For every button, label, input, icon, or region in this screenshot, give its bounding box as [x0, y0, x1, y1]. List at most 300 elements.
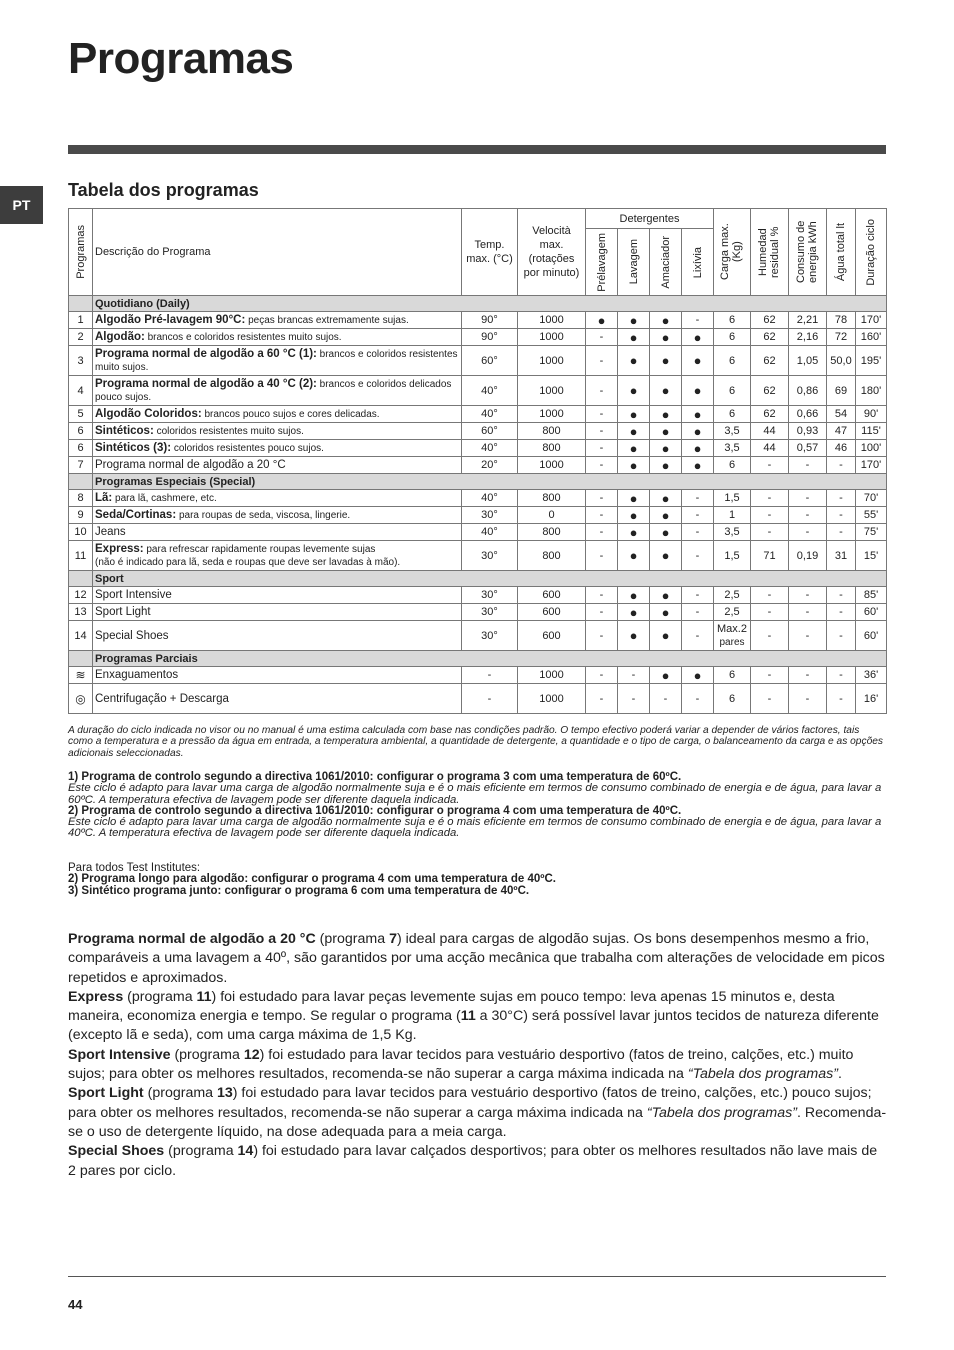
- group-title: Programas Parciais: [93, 651, 887, 667]
- cell-softener: ●: [650, 346, 682, 376]
- cell-bleach: ●: [682, 346, 714, 376]
- cell-water: -: [827, 684, 856, 714]
- paragraph-20c: Programa normal de algodão a 20 °C (programa 7) ideal para cargas de algodão sujas. Os bons desempenhos mesmo a frio, comparáveis a uma lavagem a 40º, são garantidos por uma acção mecânica que trabalha com alterações de velocidade em picos repetidos e aproximados.: [68, 931, 885, 986]
- cell-humidity: 44: [751, 423, 789, 440]
- program-number: 8: [69, 490, 93, 507]
- program-detail: brancos e coloridos resistentes muito sujos.: [144, 331, 342, 343]
- cell-prewash: -: [586, 440, 618, 457]
- table-row: [69, 587, 887, 604]
- cell-prewash: -: [586, 423, 618, 440]
- footnote-1-text: Este ciclo é adapto para lavar uma carga de algodão normalmente suja e é o mais eficiente em termos de consumo combinado de energia e de água, para lavar a 60ºC. A temperatura efectiva de lavagem pode ser diferente daquela indicada.: [68, 782, 882, 806]
- header-carga: Carga max. (Kg): [719, 223, 743, 281]
- cell-softener: -: [650, 684, 682, 714]
- paragraph-express: Express (programa 11) foi estudado para lavar peças levemente sujas em pouco tempo: leva apenas 15 minutos e, desta maneira, economiza energia e tempo. Se regular o programa (11 a 30°C) será possível lavar juntos tecidos de natureza diferente (excepto lã e seda), com uma carga máxima de 1,5 Kg.: [68, 988, 879, 1044]
- load-value: Max.2: [717, 622, 747, 635]
- program-number: 10: [69, 524, 93, 541]
- cell-duration: 90': [856, 406, 887, 423]
- cell-speed: 1000: [518, 346, 586, 376]
- cell-water: -: [827, 507, 856, 524]
- cell-bleach: -: [682, 604, 714, 621]
- cell-softener: ●: [650, 376, 682, 406]
- cell-humidity: -: [751, 507, 789, 524]
- cell-energy: 0,66: [789, 406, 827, 423]
- cell-energy: 1,05: [789, 346, 827, 376]
- table-row: [69, 406, 887, 423]
- program-number: 3: [69, 346, 93, 376]
- cell-water: -: [827, 490, 856, 507]
- section-title: Tabela dos programas: [68, 180, 259, 200]
- cell-speed: 1000: [518, 406, 586, 423]
- cell-load: 6: [714, 667, 751, 684]
- cell-speed: 800: [518, 524, 586, 541]
- table-row: [69, 423, 887, 440]
- cell-duration: 170': [856, 457, 887, 474]
- cell-wash: ●: [618, 346, 650, 376]
- program-detail: Enxaguamentos: [95, 669, 179, 681]
- group-empty-cell: [69, 571, 93, 587]
- header-lavagem: Lavagem: [627, 239, 640, 285]
- cell-load: 6: [714, 376, 751, 406]
- cell-softener: ●: [650, 329, 682, 346]
- cell-wash: ●: [618, 541, 650, 571]
- cell-temp: 90°: [462, 329, 518, 346]
- cell-load: 6: [714, 329, 751, 346]
- header-consumo: Consumo de energia kWh: [794, 220, 819, 284]
- cell-prewash: -: [586, 604, 618, 621]
- program-description: [93, 684, 462, 714]
- cell-duration: 85': [856, 587, 887, 604]
- cell-bleach: -: [682, 541, 714, 571]
- cell-water: 46: [827, 440, 856, 457]
- language-tab: PT: [0, 186, 43, 224]
- header-amaciador: Amaciador: [659, 235, 672, 289]
- test-title: Para todos Test Institutes:: [68, 862, 201, 874]
- cell-energy: -: [789, 457, 827, 474]
- cell-bleach: -: [682, 684, 714, 714]
- program-number: 6: [69, 423, 93, 440]
- cell-humidity: 62: [751, 376, 789, 406]
- cell-energy: -: [789, 667, 827, 684]
- cell-duration: 70': [856, 490, 887, 507]
- cell-load: 3,5: [714, 423, 751, 440]
- cell-temp: 30°: [462, 621, 518, 651]
- program-number: 1: [69, 312, 93, 329]
- cell-duration: 15': [856, 541, 887, 571]
- program-number: [69, 684, 93, 714]
- cell-energy: -: [789, 684, 827, 714]
- cell-humidity: -: [751, 524, 789, 541]
- cell-bleach: -: [682, 621, 714, 651]
- table-row: [69, 312, 887, 329]
- cell-load: 6: [714, 457, 751, 474]
- cell-duration: 100': [856, 440, 887, 457]
- program-name: Algodão Pré-lavagem 90°C:: [95, 313, 246, 326]
- program-number: [69, 667, 93, 684]
- cell-speed: 0: [518, 507, 586, 524]
- cell-temp: 30°: [462, 507, 518, 524]
- cell-temp: 60°: [462, 346, 518, 376]
- programs-table: [68, 208, 887, 714]
- cell-load: 6: [714, 684, 751, 714]
- group-empty-cell: [69, 651, 93, 667]
- cell-wash: ●: [618, 376, 650, 406]
- program-detail: coloridos resistentes muito sujos.: [153, 425, 304, 437]
- header-lixivia: Lixívia: [691, 246, 704, 278]
- table-row: [69, 376, 887, 406]
- cell-bleach: ●: [682, 406, 714, 423]
- cell-speed: 1000: [518, 457, 586, 474]
- cell-humidity: -: [751, 490, 789, 507]
- group-empty-cell: [69, 296, 93, 312]
- cell-wash: ●: [618, 587, 650, 604]
- cell-prewash: ●: [586, 312, 618, 329]
- group-row: [69, 296, 887, 312]
- cell-bleach: ●: [682, 440, 714, 457]
- cell-prewash: -: [586, 621, 618, 651]
- cell-softener: ●: [650, 490, 682, 507]
- cell-speed: 600: [518, 621, 586, 651]
- program-description: [93, 329, 462, 346]
- cell-temp: -: [462, 667, 518, 684]
- program-description: [93, 423, 462, 440]
- cell-wash: ●: [618, 312, 650, 329]
- header-programas: Programas: [74, 225, 87, 279]
- header-humedad: Humedad residual %: [756, 226, 781, 278]
- program-description: [93, 524, 462, 541]
- cell-duration: 36': [856, 667, 887, 684]
- header-detergentes: Detergentes: [586, 209, 714, 229]
- cell-temp: 60°: [462, 423, 518, 440]
- cell-humidity: 44: [751, 440, 789, 457]
- cell-humidity: -: [751, 684, 789, 714]
- program-detail: Programa normal de algodão a 20 °C: [95, 459, 286, 471]
- header-temp: Temp. max. (°C): [462, 209, 518, 296]
- cell-energy: 2,16: [789, 329, 827, 346]
- cell-prewash: -: [586, 457, 618, 474]
- cell-temp: 40°: [462, 406, 518, 423]
- program-name: Sintéticos:: [95, 424, 154, 437]
- program-description: [93, 667, 462, 684]
- cell-speed: 800: [518, 541, 586, 571]
- cell-bleach: ●: [682, 376, 714, 406]
- cell-duration: 180': [856, 376, 887, 406]
- group-empty-cell: [69, 474, 93, 490]
- cell-load: 6: [714, 346, 751, 376]
- program-name: Seda/Cortinas:: [95, 508, 177, 521]
- table-body: [69, 296, 887, 714]
- cell-energy: 2,21: [789, 312, 827, 329]
- cell-softener: ●: [650, 524, 682, 541]
- cell-water: -: [827, 604, 856, 621]
- cell-temp: 30°: [462, 541, 518, 571]
- cell-prewash: -: [586, 329, 618, 346]
- cell-prewash: -: [586, 490, 618, 507]
- cell-water: -: [827, 621, 856, 651]
- program-name: Lã:: [95, 491, 113, 504]
- cell-prewash: -: [586, 346, 618, 376]
- paragraph-sport-intensive: Sport Intensive (programa 12) foi estudado para lavar tecidos para vestuário desportivo (fatos de treino, calções, etc.) muito sujos; para obter os melhores resultados, recomenda-se não superar a carga máxima indicada na “Tabela dos programas”.: [68, 1046, 854, 1083]
- table-row: [69, 329, 887, 346]
- cell-prewash: -: [586, 667, 618, 684]
- header-agua: Água total lt: [835, 222, 847, 282]
- cell-bleach: ●: [682, 423, 714, 440]
- cell-bleach: ●: [682, 667, 714, 684]
- footnote-1-title: 1) Programa de controlo segundo a directiva 1061/2010: configurar o programa 3 com uma temperatura de 60ºC.: [68, 771, 682, 783]
- cell-wash: ●: [618, 621, 650, 651]
- program-detail: para refrescar rapidamente roupas levemente sujas: [143, 543, 376, 555]
- program-number: 12: [69, 587, 93, 604]
- group-title: Programas Especiais (Special): [93, 474, 887, 490]
- cell-duration: 60': [856, 621, 887, 651]
- cell-duration: 160': [856, 329, 887, 346]
- cell-humidity: 62: [751, 329, 789, 346]
- cell-softener: ●: [650, 587, 682, 604]
- top-rule: [68, 145, 886, 154]
- program-number: 13: [69, 604, 93, 621]
- cell-water: -: [827, 667, 856, 684]
- cell-softener: ●: [650, 621, 682, 651]
- cell-energy: 0,57: [789, 440, 827, 457]
- program-detail: brancos e coloridos delicados pouco sujos.: [95, 378, 452, 403]
- program-name: Algodão Coloridos:: [95, 407, 202, 420]
- cell-energy: 0,86: [789, 376, 827, 406]
- spin-icon: ◎: [75, 691, 86, 706]
- cell-wash: ●: [618, 440, 650, 457]
- load-unit: pares: [719, 636, 745, 648]
- cell-wash: ●: [618, 490, 650, 507]
- program-detail: Special Shoes: [95, 629, 169, 642]
- cell-load: 1: [714, 507, 751, 524]
- test-institutes: [68, 863, 886, 897]
- program-detail: Sport Intensive: [95, 589, 172, 601]
- cell-humidity: 71: [751, 541, 789, 571]
- cell-bleach: ●: [682, 329, 714, 346]
- cell-prewash: -: [586, 507, 618, 524]
- cell-water: 31: [827, 541, 856, 571]
- cell-bleach: -: [682, 524, 714, 541]
- cell-speed: 1000: [518, 667, 586, 684]
- cell-prewash: -: [586, 587, 618, 604]
- cell-softener: ●: [650, 541, 682, 571]
- program-number: 11: [69, 541, 93, 571]
- program-name: Programa normal de algodão a 60 °C (1):: [95, 347, 317, 360]
- header-prelavagem: Prélavagem: [595, 232, 608, 292]
- cell-bleach: -: [682, 507, 714, 524]
- footnote-2-text: Este ciclo é adapto para lavar uma carga de algodão normalmente suja e é o mais eficiente em termos de consumo combinado de energia e de água, para lavar a 40ºC. A temperatura efectiva de lavagem pode ser diferente daquela indicada.: [68, 816, 882, 840]
- program-detail: para roupas de seda, viscosa, lingerie.: [176, 509, 351, 521]
- program-number: 14: [69, 621, 93, 651]
- group-row: [69, 651, 887, 667]
- program-descriptions: [68, 930, 888, 1181]
- cell-water: -: [827, 524, 856, 541]
- program-description: [93, 440, 462, 457]
- program-description: [93, 604, 462, 621]
- table-row: [69, 490, 887, 507]
- cell-water: 72: [827, 329, 856, 346]
- cell-softener: ●: [650, 406, 682, 423]
- program-description: [93, 457, 462, 474]
- program-number: 7: [69, 457, 93, 474]
- program-name: Sintéticos (3):: [95, 441, 172, 454]
- cell-temp: 20°: [462, 457, 518, 474]
- cell-bleach: -: [682, 587, 714, 604]
- program-name: Programa normal de algodão a 40 °C (2):: [95, 377, 317, 390]
- group-row: [69, 474, 887, 490]
- program-description: [93, 507, 462, 524]
- cell-duration: 170': [856, 312, 887, 329]
- cell-softener: ●: [650, 604, 682, 621]
- cell-load: 1,5: [714, 490, 751, 507]
- group-title: Sport: [93, 571, 887, 587]
- cell-duration: 55': [856, 507, 887, 524]
- cell-speed: 800: [518, 440, 586, 457]
- cell-speed: 1000: [518, 684, 586, 714]
- cell-temp: 90°: [462, 312, 518, 329]
- cell-softener: ●: [650, 667, 682, 684]
- program-detail: Sport Light: [95, 606, 151, 618]
- program-description: [93, 621, 462, 651]
- cell-temp: 40°: [462, 490, 518, 507]
- table-row: [69, 667, 887, 684]
- cell-energy: -: [789, 587, 827, 604]
- cell-load: 6: [714, 406, 751, 423]
- cell-softener: ●: [650, 423, 682, 440]
- cell-softener: ●: [650, 457, 682, 474]
- cell-speed: 1000: [518, 312, 586, 329]
- page-number: 44: [68, 1297, 83, 1312]
- cell-softener: ●: [650, 440, 682, 457]
- group-row: [69, 571, 887, 587]
- rinse-icon: ≋: [75, 668, 86, 682]
- program-detail: brancos e coloridos resistentes muito sujos.: [95, 348, 458, 373]
- cell-wash: ●: [618, 423, 650, 440]
- cell-load: 2,5: [714, 604, 751, 621]
- cell-speed: 1000: [518, 329, 586, 346]
- footnotes: [68, 772, 886, 840]
- program-name: Express:: [95, 542, 144, 555]
- cell-humidity: -: [751, 604, 789, 621]
- table-row: [69, 457, 887, 474]
- header-descricao: Descrição do Programa: [93, 209, 462, 296]
- cell-energy: 0,19: [789, 541, 827, 571]
- cell-wash: ●: [618, 524, 650, 541]
- program-number: 9: [69, 507, 93, 524]
- paragraph-sport-light: Sport Light (programa 13) foi estudado para lavar tecidos para vestuário desportivo (fatos de treino, calções, etc.) pouco sujos; para obter os melhores resultados, recomenda-se não superar a carga máxima indicada na “Tabela dos programas”. Recomenda-se o uso de detergente líquido, na dose adequada para a meia carga.: [68, 1085, 887, 1140]
- cell-humidity: -: [751, 457, 789, 474]
- cell-water: -: [827, 457, 856, 474]
- program-number: 5: [69, 406, 93, 423]
- cell-wash: -: [618, 667, 650, 684]
- table-row: [69, 507, 887, 524]
- cell-speed: 800: [518, 490, 586, 507]
- cell-temp: 40°: [462, 524, 518, 541]
- cell-prewash: -: [586, 406, 618, 423]
- test-note-1: 2) Programa longo para algodão: configurar o programa 4 com uma temperatura de 40ºC.: [68, 873, 556, 886]
- cell-water: 47: [827, 423, 856, 440]
- program-description: [93, 346, 462, 376]
- program-description: [93, 376, 462, 406]
- cell-wash: ●: [618, 604, 650, 621]
- cell-energy: -: [789, 507, 827, 524]
- cell-duration: 75': [856, 524, 887, 541]
- cell-wash: ●: [618, 507, 650, 524]
- cell-speed: 600: [518, 587, 586, 604]
- program-detail: peças brancas extremamente sujas.: [245, 314, 409, 326]
- program-detail: brancos pouco sujos e cores delicadas.: [201, 408, 380, 420]
- cell-temp: 40°: [462, 440, 518, 457]
- cell-load: 3,5: [714, 440, 751, 457]
- cell-temp: 30°: [462, 604, 518, 621]
- cell-speed: 800: [518, 423, 586, 440]
- cell-duration: 16': [856, 684, 887, 714]
- cell-humidity: 62: [751, 346, 789, 376]
- table-row: [69, 541, 887, 571]
- cell-bleach: ●: [682, 457, 714, 474]
- table-row: [69, 524, 887, 541]
- header-duracao: Duração ciclo: [865, 218, 877, 286]
- cell-humidity: -: [751, 667, 789, 684]
- program-description: [93, 587, 462, 604]
- cell-speed: 1000: [518, 376, 586, 406]
- cell-prewash: -: [586, 684, 618, 714]
- cell-bleach: -: [682, 490, 714, 507]
- cell-water: -: [827, 587, 856, 604]
- cell-bleach: -: [682, 312, 714, 329]
- footnote-2-title: 2) Programa de controlo segundo a directiva 1061/2010: configurar o programa 4 com uma temperatura de 40ºC.: [68, 804, 682, 817]
- cell-prewash: -: [586, 376, 618, 406]
- cell-duration: 195': [856, 346, 887, 376]
- cell-wash: -: [618, 684, 650, 714]
- cell-prewash: -: [586, 524, 618, 541]
- cell-duration: 115': [856, 423, 887, 440]
- cell-wash: ●: [618, 329, 650, 346]
- cell-humidity: -: [751, 587, 789, 604]
- program-description: [93, 541, 462, 571]
- cell-load: 1,5: [714, 541, 751, 571]
- cell-prewash: -: [586, 541, 618, 571]
- program-detail: Centrifugação + Descarga: [95, 692, 229, 705]
- table-row: [69, 346, 887, 376]
- cell-temp: 30°: [462, 587, 518, 604]
- cell-energy: 0,93: [789, 423, 827, 440]
- program-description: [93, 312, 462, 329]
- table-row: [69, 684, 887, 714]
- cell-temp: 40°: [462, 376, 518, 406]
- program-detail: para lã, cashmere, etc.: [112, 492, 217, 504]
- paragraph-special-shoes: Special Shoes (programa 14) foi estudado para lavar calçados desportivos; para obter os melhores resultados não lave mais de 2 pares por ciclo.: [68, 1143, 878, 1179]
- cell-humidity: 62: [751, 406, 789, 423]
- cell-load: 2,5: [714, 587, 751, 604]
- cell-energy: -: [789, 524, 827, 541]
- program-number: 2: [69, 329, 93, 346]
- program-detail: coloridos resistentes pouco sujos.: [171, 442, 324, 454]
- cell-softener: ●: [650, 312, 682, 329]
- program-description: [93, 406, 462, 423]
- cell-water: 54: [827, 406, 856, 423]
- header-velocita: Velocità max. (rotações por minuto): [518, 209, 586, 296]
- cell-load: 3,5: [714, 524, 751, 541]
- program-number: 6: [69, 440, 93, 457]
- cell-humidity: 62: [751, 312, 789, 329]
- cell-duration: 60': [856, 604, 887, 621]
- cell-softener: ●: [650, 507, 682, 524]
- cell-energy: -: [789, 490, 827, 507]
- program-detail-note: (não é indicado para lã, seda e roupas que deve ser lavadas à mão).: [95, 556, 401, 568]
- test-note-2: 3) Sintético programa junto: configurar o programa 6 com uma temperatura de 40ºC.: [68, 884, 530, 897]
- bottom-rule: [68, 1276, 886, 1277]
- cell-humidity: -: [751, 621, 789, 651]
- cell-water: 50,0: [827, 346, 856, 376]
